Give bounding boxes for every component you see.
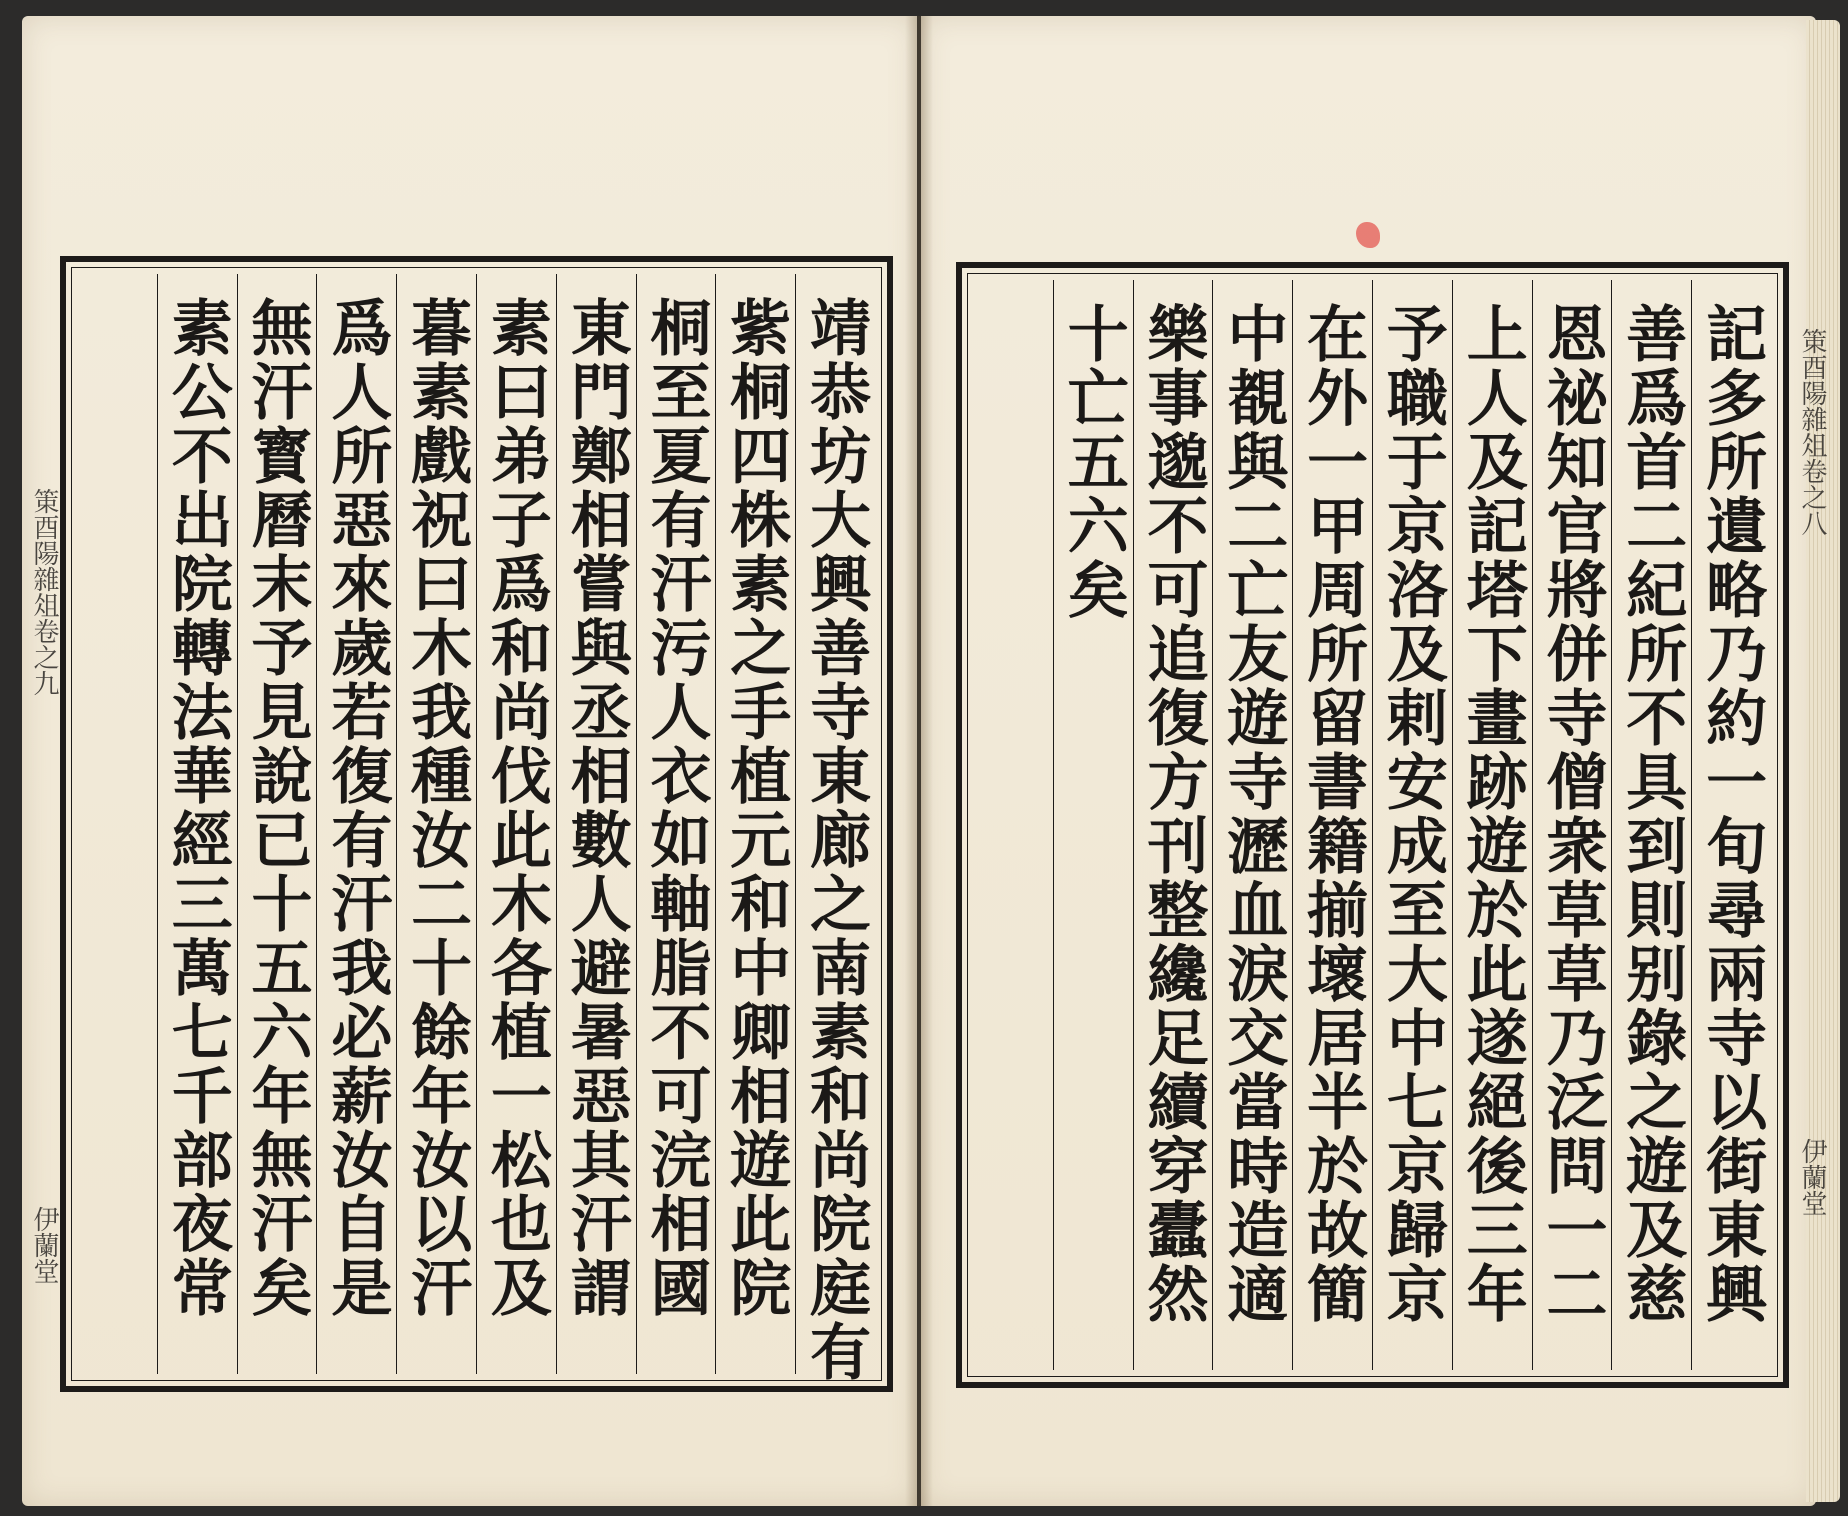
text-column [1372, 280, 1452, 1370]
column-text: 在外一甲周所留書籍揃壞居半於故簡 [1297, 302, 1369, 1326]
column-text: 靖恭坊大興善寺東廊之南素和尚院庭有 [800, 296, 872, 1384]
text-column [974, 280, 1053, 1370]
book-gutter [905, 16, 933, 1506]
column-text: 紫桐四株素之手植元和中卿相遊此院 [720, 296, 792, 1320]
text-column [1452, 280, 1532, 1370]
text-column [157, 274, 237, 1374]
column-text: 上人及記塔下畫跡遊於此遂絕後三年 [1456, 302, 1528, 1326]
column-text: 暮素戲祝曰木我種汝二十餘年汝以汗 [401, 296, 473, 1320]
text-column [1611, 280, 1691, 1370]
left-margin-hall: 伊蘭堂 [29, 1206, 59, 1284]
column-text: 素曰弟子爲和尚伐此木各植一松也及 [480, 296, 552, 1320]
text-column [316, 274, 396, 1374]
column-text: 予職于京洛及剌安成至大中七京歸京 [1376, 302, 1448, 1326]
column-text: 東門鄭相嘗與丞相數人避暑惡其汗謂 [560, 296, 632, 1320]
text-column [636, 274, 716, 1374]
text-column [78, 274, 157, 1374]
text-column [396, 274, 476, 1374]
column-text: 素公不出院轉法華經三萬七千部夜常 [161, 296, 233, 1320]
text-column [795, 274, 875, 1384]
left-columns [78, 274, 875, 1384]
left-text-block [60, 256, 893, 1392]
red-stain [1356, 222, 1380, 248]
column-text: 樂事邈不可追復方刊整纔足續穿蠹然 [1137, 302, 1209, 1326]
column-text: 十亡五六矣 [1057, 302, 1129, 622]
column-text: 桐至夏有汗污人衣如軸脂不可浣相國 [640, 296, 712, 1320]
text-column [1053, 280, 1133, 1370]
column-text: 爲人所惡來歲若復有汗我必薪汝自是 [321, 296, 393, 1320]
right-margin-hall: 伊蘭堂 [1797, 1138, 1827, 1216]
right-text-block [956, 262, 1789, 1388]
text-column [1133, 280, 1213, 1370]
right-columns [974, 280, 1771, 1370]
text-column [1691, 280, 1771, 1370]
column-text: 中覩與二亡友遊寺瀝血淚交當時造適 [1217, 302, 1289, 1326]
column-text: 記多所遺略乃約一旬尋兩寺以街東興 [1696, 302, 1768, 1326]
text-column [1292, 280, 1372, 1370]
text-column [1212, 280, 1292, 1370]
text-column [1532, 280, 1612, 1370]
column-text: 無汗寳曆末予見說已十五六年無汗矣 [241, 296, 313, 1320]
column-text: 恩祕知官將併寺僧衆草草乃泛問一二 [1536, 302, 1608, 1326]
page-edges [1806, 20, 1840, 1502]
text-column [237, 274, 317, 1374]
left-margin-title: 䇿酉陽雜俎卷之九 [29, 488, 59, 696]
right-margin-title: 䇿酉陽雜俎卷之八 [1797, 328, 1827, 536]
text-column [715, 274, 795, 1374]
column-text: 善爲首二紀所不具到則别錄之遊及慈 [1616, 302, 1688, 1326]
text-column [556, 274, 636, 1374]
text-column [476, 274, 556, 1374]
